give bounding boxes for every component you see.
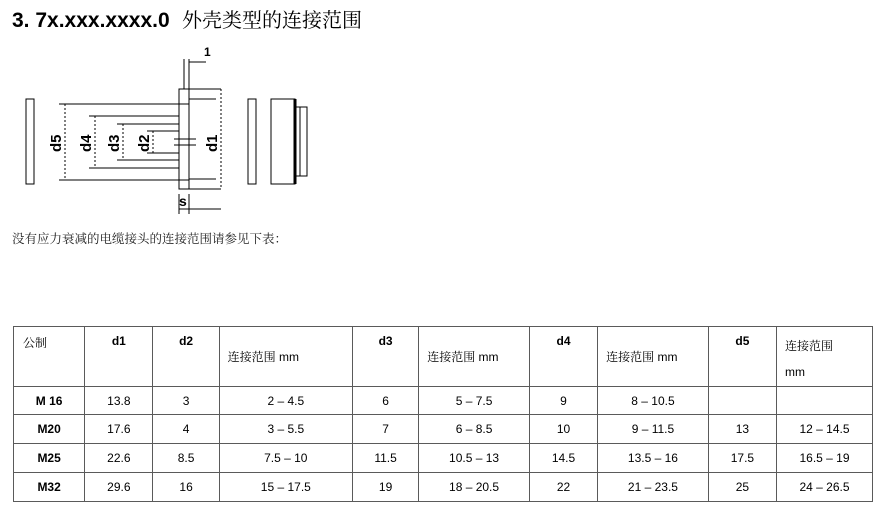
cell: 9 – 11.5: [598, 415, 709, 444]
label-s: s: [179, 193, 187, 209]
cell: 15 – 17.5: [219, 473, 352, 502]
cell: 4: [153, 415, 219, 444]
cell: 16.5 – 19: [777, 444, 873, 473]
cell: M25: [14, 444, 85, 473]
cell: 5 – 7.5: [419, 387, 530, 415]
washer-left: [26, 99, 34, 184]
cell: 12 – 14.5: [777, 415, 873, 444]
cell: 10.5 – 13: [419, 444, 530, 473]
table-row: [14, 473, 873, 502]
header-d5: d5: [708, 327, 776, 387]
label-d3: d3: [106, 134, 123, 152]
cell: 13: [708, 415, 776, 444]
table-row: [14, 444, 873, 473]
cell: M 16: [14, 387, 85, 415]
cell: 6 – 8.5: [419, 415, 530, 444]
cell: 11.5: [352, 444, 418, 473]
cell: 29.6: [85, 473, 153, 502]
section-number: 3. 7x.xxx.xxxx.0: [12, 9, 170, 32]
label-d1: d1: [204, 134, 221, 152]
section-title: 外壳类型的连接范围: [182, 8, 363, 32]
header-d2: d2: [153, 327, 219, 387]
cell: 17.5: [708, 444, 776, 473]
label-d5: d5: [48, 134, 65, 152]
intro-text: 没有应力衰减的电缆接头的连接范围请参见下表：: [12, 231, 288, 246]
cell: 8.5: [153, 444, 219, 473]
cable-gland-dimension-diagram: [16, 44, 336, 219]
cell: 2 – 4.5: [219, 387, 352, 415]
table-row: [14, 387, 873, 415]
cell: 21 – 23.5: [598, 473, 709, 502]
cell: 3 – 5.5: [219, 415, 352, 444]
cell: 22.6: [85, 444, 153, 473]
cell: 24 – 26.5: [777, 473, 873, 502]
label-d2: d2: [136, 134, 153, 152]
header-range-d5: [777, 327, 873, 387]
cell: M20: [14, 415, 85, 444]
table-row: [14, 415, 873, 444]
header-range-d3: 连接范围 mm: [419, 327, 530, 387]
header-d3: d3: [352, 327, 418, 387]
cell: 19: [352, 473, 418, 502]
washer-right: [248, 99, 256, 184]
cell: 17.6: [85, 415, 153, 444]
header-range-d2: 连接范围 mm: [219, 327, 352, 387]
cell: 9: [529, 387, 597, 415]
header-range-d5-line1: 连接范围: [785, 339, 834, 353]
cell: M32: [14, 473, 85, 502]
header-range-d5-line2: mm: [785, 365, 806, 379]
label-1: 1: [204, 45, 211, 59]
cell: 22: [529, 473, 597, 502]
cell: 7.5 – 10: [219, 444, 352, 473]
cell: 18 – 20.5: [419, 473, 530, 502]
header-metric: 公制: [14, 327, 85, 387]
table-header-row: [14, 327, 873, 387]
cell: [777, 387, 873, 415]
cell: 13.8: [85, 387, 153, 415]
header-d1: d1: [85, 327, 153, 387]
header-range-d4: 连接范围 mm: [598, 327, 709, 387]
cell: 8 – 10.5: [598, 387, 709, 415]
cell: 3: [153, 387, 219, 415]
cell: 25: [708, 473, 776, 502]
cell: 6: [352, 387, 418, 415]
header-d4: d4: [529, 327, 597, 387]
section-heading: [12, 4, 362, 33]
cell: [708, 387, 776, 415]
cell: 16: [153, 473, 219, 502]
cell: 10: [529, 415, 597, 444]
cell: 7: [352, 415, 418, 444]
connection-range-table: [13, 326, 873, 502]
cell: 13.5 – 16: [598, 444, 709, 473]
cell: 14.5: [529, 444, 597, 473]
label-d4: d4: [78, 134, 95, 152]
